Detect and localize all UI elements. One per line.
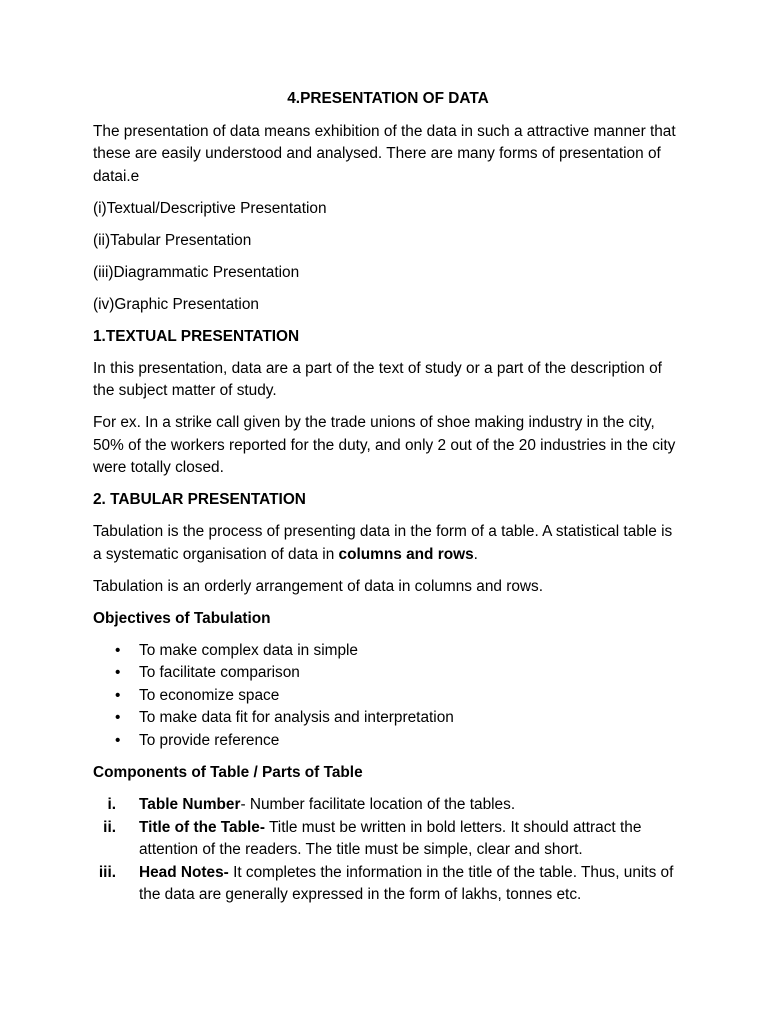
textual-paragraph-2: For ex. In a strike call given by the trade unions of shoe making industry in the city, 50% of the workers reported for the duty, and only 2 out of the 20 industries in the city were totally closed. — [93, 414, 676, 476]
item-number: i. — [107, 796, 116, 813]
tabular-paragraph-2: Tabulation is an orderly arrangement of data in columns and rows. — [93, 577, 543, 595]
list-item — [93, 707, 683, 730]
textual-paragraph-1: In this presentation, data are a part of the text of study or a part of the description of the subject matter of study. — [93, 359, 662, 399]
item-number: ii. — [103, 818, 116, 836]
form-item-graphic: (iv)Graphic Presentation — [93, 295, 259, 313]
bullet-icon: • — [115, 731, 121, 749]
bullet-icon: • — [115, 686, 121, 704]
list-item — [93, 662, 683, 685]
form-item-diagrammatic: (iii)Diagrammatic Presentation — [93, 263, 300, 281]
components-list — [93, 794, 683, 907]
intro-paragraph: The presentation of data means exhibition of the data in such a attractive manner that these are easily understood and analysed. There are many forms of presentation of datai.e — [93, 122, 676, 185]
objectives-heading: Objectives of Tabulation — [93, 609, 271, 627]
objective-text: To facilitate comparison — [139, 664, 300, 681]
list-item — [93, 794, 683, 817]
list-item — [93, 862, 683, 907]
item-text: It completes the information in the title of the table. Thus, units of the data are generally expressed in the form of lakhs, tonnes etc. — [139, 863, 674, 903]
item-term: Head Notes- — [139, 863, 229, 881]
item-term: Title of the Table- — [139, 818, 265, 836]
bullet-icon: • — [115, 709, 121, 726]
objective-text: To make complex data in simple — [139, 641, 358, 659]
item-text: Title must be written in bold letters. It should attract the attention of the readers. The title must be simple, clear and short. — [139, 818, 642, 858]
objective-text: To economize space — [139, 686, 280, 704]
bullet-icon: • — [115, 641, 121, 659]
objectives-list — [93, 640, 683, 753]
item-text: - Number facilitate location of the tables. — [240, 796, 516, 813]
form-item-textual: (i)Textual/Descriptive Presentation — [93, 199, 327, 217]
objective-text: To provide reference — [139, 731, 280, 749]
textual-heading: 1.TEXTUAL PRESENTATION — [93, 327, 300, 345]
bullet-icon: • — [115, 664, 121, 681]
objective-text: To make data fit for analysis and interpretation — [139, 709, 454, 726]
list-item — [93, 817, 683, 862]
document-page — [93, 88, 683, 907]
tabular-paragraph-1 — [93, 521, 683, 566]
tabular-text: Tabulation is the process of presenting data in the form of a table. A statistical table is a systematic organisation of data in — [93, 523, 673, 563]
components-heading: Components of Table / Parts of Table — [93, 764, 363, 781]
item-number: iii. — [98, 863, 116, 881]
list-item — [93, 730, 683, 753]
page-title: 4.PRESENTATION OF DATA — [287, 90, 489, 107]
item-term: Table Number — [139, 796, 241, 813]
tabular-period: . — [473, 545, 478, 563]
form-item-tabular: (ii)Tabular Presentation — [93, 231, 252, 249]
list-item — [93, 640, 683, 663]
list-item — [93, 685, 683, 708]
tabular-heading: 2. TABULAR PRESENTATION — [93, 491, 306, 508]
columns-rows-bold: columns and rows — [338, 545, 474, 563]
